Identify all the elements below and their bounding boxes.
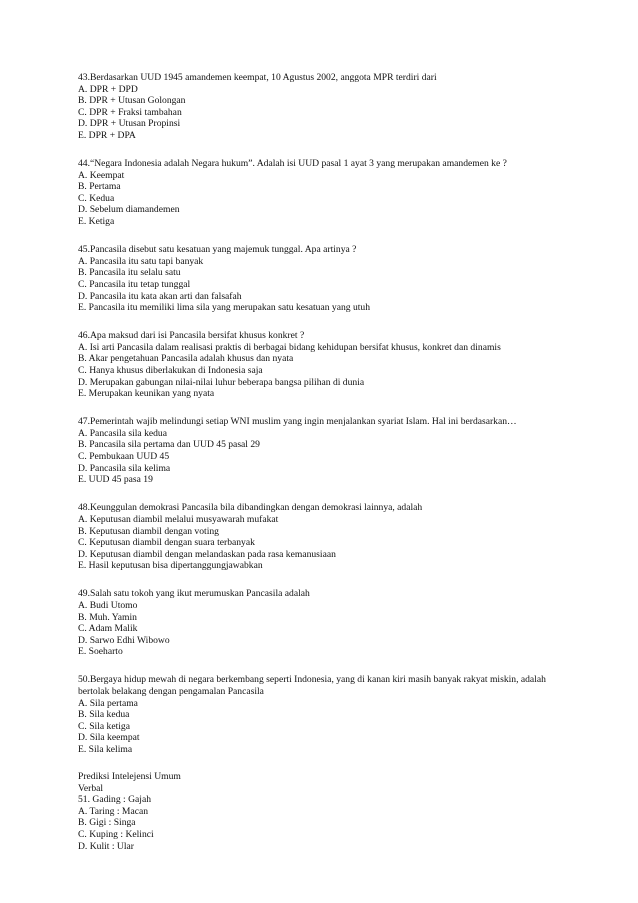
option-c: C. Pancasila itu tetap tunggal xyxy=(78,278,191,290)
option-e: E. Soeharto xyxy=(78,646,123,658)
section-title: Prediksi Intelejensi Umum xyxy=(78,771,181,783)
option-d: D. Sebelum diamandemen xyxy=(78,204,180,216)
question-stem: 51. Gading : Gajah xyxy=(78,794,152,806)
option-b: B. Akar pengetahuan Pancasila adalah khusus dan nyata xyxy=(78,353,294,365)
option-c: C. Hanya khusus diberlakukan di Indonesia saja xyxy=(78,364,263,376)
option-e: E. Hasil keputusan bisa dipertanggungjawabkan xyxy=(78,560,263,572)
question-stem: 50.Bergaya hidup mewah di negara berkembang seperti Indonesia, yang di kanan kiri masih banyak rakyat miskin, adalah bertolak belakang dengan pengamalan Pancasila xyxy=(78,674,546,698)
option-d: D. DPR + Utusan Propinsi xyxy=(78,118,181,130)
question-48 xyxy=(78,502,578,572)
question-46 xyxy=(78,330,578,400)
option-a: A. Budi Utomo xyxy=(78,599,138,611)
option-b: B. Pancasila sila pertama dan UUD 45 pasal 29 xyxy=(78,439,260,451)
option-a: A. DPR + DPD xyxy=(78,83,138,95)
option-d: D. Pancasila sila kelima xyxy=(78,462,171,474)
option-e: E. DPR + DPA xyxy=(78,129,136,141)
question-44 xyxy=(78,158,578,228)
option-b: B. Keputusan diambil dengan voting xyxy=(78,525,219,537)
question-stem: 43.Berdasarkan UUD 1945 amandemen keempat, 10 Agustus 2002, anggota MPR terdiri dari xyxy=(78,72,437,83)
option-b: B. DPR + Utusan Golongan xyxy=(78,95,186,107)
option-a: A. Pancasila sila kedua xyxy=(78,427,167,439)
section-subtitle: Verbal xyxy=(78,782,104,794)
question-stem: 45.Pancasila disebut satu kesatuan yang majemuk tunggal. Apa artinya ? xyxy=(78,244,357,256)
option-d: D. Pancasila itu kata akan arti dan falsafah xyxy=(78,290,242,302)
option-b: B. Gigi : Singa xyxy=(78,817,136,829)
option-a: A. Taring : Macan xyxy=(78,805,149,817)
option-e: E. Ketiga xyxy=(78,216,115,228)
option-a: A. Keempat xyxy=(78,169,125,181)
section-intelejensi xyxy=(78,771,578,852)
option-a: A. Keputusan diambil melalui musyawarah mufakat xyxy=(78,513,279,525)
option-e: E. Pancasila itu memiliki lima sila yang merupakan satu kesatuan yang utuh xyxy=(78,302,371,314)
option-c: C. Sila ketiga xyxy=(78,720,130,732)
option-b: B. Pancasila itu selalu satu xyxy=(78,267,181,279)
option-e: E. Sila kelima xyxy=(78,744,133,755)
question-stem: 47.Pemerintah wajib melindungi setiap WNI muslim yang ingin menjalankan syariat Islam. Hal ini berdasarkan… xyxy=(78,416,517,428)
question-49 xyxy=(78,588,578,658)
question-50 xyxy=(78,674,578,755)
option-d: D. Kulit : Ular xyxy=(78,840,134,852)
question-stem: 48.Keunggulan demokrasi Pancasila bila dibandingkan dengan demokrasi lainnya, adalah xyxy=(78,502,423,514)
option-e: E. UUD 45 pasa 19 xyxy=(78,474,153,486)
option-c: C. Kedua xyxy=(78,192,115,204)
question-stem: 46.Apa maksud dari isi Pancasila bersifat khusus konkret ? xyxy=(78,330,305,342)
option-d: D. Keputusan diambil dengan melandaskan pada rasa kemanusiaan xyxy=(78,548,336,560)
option-d: D. Sila keempat xyxy=(78,732,140,744)
option-c: C. Pembukaan UUD 45 xyxy=(78,451,170,463)
option-e: E. Merupakan keunikan yang nyata xyxy=(78,388,215,400)
option-b: B. Sila kedua xyxy=(78,709,130,721)
option-a: A. Pancasila itu satu tapi banyak xyxy=(78,255,204,267)
option-c: C. DPR + Fraksi tambahan xyxy=(78,106,182,118)
option-a: A. Sila pertama xyxy=(78,697,138,709)
question-stem: 44.“Negara Indonesia adalah Negara hukum”. Adalah isi UUD pasal 1 ayat 3 yang merupakan amandemen ke ? xyxy=(78,158,507,170)
option-b: B. Muh. Yamin xyxy=(78,611,137,623)
option-c: C. Keputusan diambil dengan suara terbanyak xyxy=(78,537,255,549)
question-47 xyxy=(78,416,578,486)
option-b: B. Pertama xyxy=(78,181,121,193)
option-d: D. Merupakan gabungan nilai-nilai luhur beberapa bangsa pilihan di dunia xyxy=(78,376,365,388)
question-45 xyxy=(78,244,578,314)
option-c: C. Kuping : Kelinci xyxy=(78,829,154,841)
question-43 xyxy=(78,72,578,142)
document-page xyxy=(78,72,578,852)
option-a: A. Isi arti Pancasila dalam realisasi praktis di berbagai bidang kehidupan bersifat khusus, konkret dan dinamis xyxy=(78,341,501,353)
option-c: C. Adam Malik xyxy=(78,623,138,635)
option-d: D. Sarwo Edhi Wibowo xyxy=(78,634,170,646)
question-stem: 49.Salah satu tokoh yang ikut merumuskan Pancasila adalah xyxy=(78,588,310,600)
